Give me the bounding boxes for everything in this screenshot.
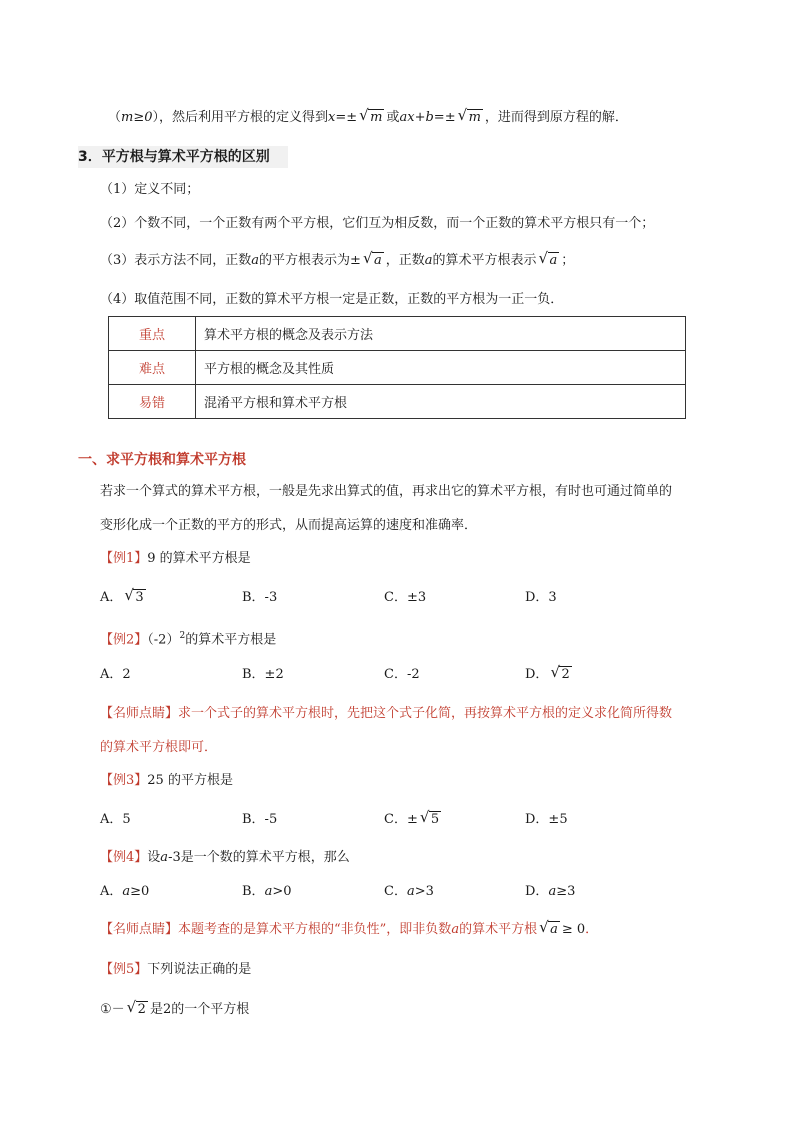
paragraph-line: 变形化成一个正数的平方的形式，从而提高运算的速度和准确率．: [100, 518, 478, 533]
option-label: D．: [525, 884, 549, 899]
part-heading: 一、求平方根和算术平方根: [78, 452, 246, 468]
radicand: m: [468, 110, 481, 125]
option-d: [525, 882, 575, 902]
sqrt-symbol: [359, 108, 384, 128]
sqrt-symbol: [420, 810, 441, 830]
text: 或: [386, 110, 400, 125]
question-text: 下列说法正确的是: [147, 962, 252, 977]
table-cell-label: 重点: [109, 317, 196, 351]
example-label: 【例3】: [100, 773, 148, 788]
sqrt-symbol: [458, 108, 483, 128]
option-c: C．±3: [384, 590, 427, 605]
math-relation: ≥ 0: [561, 922, 586, 937]
option-a: [100, 882, 149, 902]
example-question: [100, 626, 276, 650]
text: ；: [561, 253, 575, 268]
option-d: D．3: [525, 590, 557, 605]
option-d: [525, 665, 574, 685]
text: 的算术平方根表示: [432, 253, 537, 268]
table-row: [109, 317, 686, 351]
list-item: （1）定义不同；: [100, 182, 200, 197]
option-b: B．±2: [242, 667, 284, 682]
radicand: 2: [561, 667, 570, 682]
question-text: -3是一个数的算术平方根，那么: [168, 850, 350, 865]
option-label: A．: [100, 884, 123, 899]
section-heading: 3．平方根与算术平方根的区别: [78, 149, 270, 165]
sqrt-symbol: [127, 1000, 148, 1020]
math-relation: >3: [414, 884, 434, 899]
intro-line: [108, 108, 628, 128]
text: ），然后利用平方根的定义得到: [152, 110, 329, 125]
math-relation: ≥3: [556, 884, 576, 899]
table-cell-text: 混淆平方根和算术平方根: [196, 385, 686, 419]
option-c: [384, 810, 443, 830]
math-variable: a: [424, 253, 433, 268]
radicand: a: [549, 253, 558, 268]
math-condition: m≥0: [121, 110, 153, 125]
math-relation: ≥0: [130, 884, 150, 899]
table-cell-text: 算术平方根的概念及表示方法: [196, 317, 686, 351]
sqrt-symbol: [363, 251, 384, 271]
table-cell-label: 易错: [109, 385, 196, 419]
example-question: [100, 771, 233, 791]
option-label: B．: [242, 884, 265, 899]
tip-label: 【名师点睛】: [100, 706, 179, 721]
example-label: 【例5】: [100, 962, 148, 977]
teacher-tip: [100, 704, 672, 724]
math-relation: >0: [272, 884, 292, 899]
question-text: 9 的算术平方根是: [147, 551, 251, 566]
option-label: A．: [100, 590, 123, 605]
math-variable: a: [122, 884, 131, 899]
tip-text: 的算术平方根: [459, 922, 538, 937]
option-b: B．-3: [242, 590, 278, 605]
question-text: 25 的平方根是: [147, 773, 233, 788]
math-expression: ax+b=±: [399, 110, 456, 125]
paragraph-line: 若求一个算式的算术平方根，一般是先求出算式的值，再求出它的算术平方根，有时也可通过简单的: [100, 484, 673, 499]
math-variable: a: [548, 884, 557, 899]
question-text: 的算术平方根是: [185, 632, 277, 648]
list-item: （2）个数不同，一个正数有两个平方根，它们互为相反数，而一个正数的算术平方根只有一个；: [100, 216, 655, 231]
question-text: （-2）: [147, 632, 180, 648]
example-label: 【例1】: [100, 551, 148, 566]
table-cell-text: 平方根的概念及其性质: [196, 351, 686, 385]
option-label: C．: [384, 884, 407, 899]
option-label: C．±: [384, 812, 418, 827]
text: ，正数: [385, 253, 425, 268]
list-item: （4）取值范围不同，正数的算术平方根一定是正数，正数的平方根为一正一负．: [100, 292, 564, 307]
tip-text: ．: [585, 922, 599, 937]
example-question: [100, 848, 350, 868]
option-a: A．2: [100, 667, 131, 682]
list-item: [100, 251, 574, 271]
text: （: [108, 110, 122, 125]
option-d: D．±5: [525, 812, 568, 827]
example-label: 【例2】: [100, 632, 148, 648]
option-a: A．5: [100, 812, 131, 827]
math-expression: x=±: [328, 110, 358, 125]
math-variable: a: [451, 922, 460, 937]
option-a: [100, 588, 148, 608]
example-question: [100, 549, 251, 569]
table-row: [109, 351, 686, 385]
option-c: [384, 882, 434, 902]
sqrt-symbol: [124, 588, 145, 608]
math-variable: a: [160, 850, 169, 865]
radicand: a: [550, 922, 558, 937]
teacher-tip: [100, 920, 598, 940]
tip-text: 本题考查的是算术平方根的“非负性”，即非负数: [178, 922, 452, 937]
option-b: B．-5: [242, 812, 278, 827]
math-variable: a: [406, 884, 415, 899]
key-points-table: [108, 316, 686, 419]
radicand: 2: [137, 1002, 146, 1017]
sqrt-symbol: [539, 920, 560, 940]
text: （3）表示方法不同，正数: [100, 253, 252, 268]
statement-item: [100, 1000, 249, 1020]
example-label: 【例4】: [100, 850, 148, 865]
radicand: a: [373, 253, 382, 268]
tip-label: 【名师点睛】: [100, 922, 179, 937]
math-variable: a: [251, 253, 260, 268]
math-variable: a: [264, 884, 273, 899]
example-question: [100, 960, 251, 980]
tip-text: 求一个式子的算术平方根时，先把这个式子化简，再按算术平方根的定义求化简所得数: [178, 706, 673, 721]
statement-number: 2: [162, 1002, 172, 1017]
table-row: [109, 385, 686, 419]
radicand: m: [370, 110, 383, 125]
tip-text: 的算术平方根即可．: [100, 740, 218, 755]
sqrt-symbol: [550, 665, 571, 685]
question-text: 设: [147, 850, 161, 865]
radicand: 5: [430, 812, 440, 827]
statement-prefix: ①－: [100, 1002, 125, 1017]
option-b: [242, 882, 292, 902]
option-c: C．-2: [384, 667, 420, 682]
sqrt-symbol: [539, 251, 560, 271]
statement-text: 是: [149, 1002, 163, 1017]
text: ，进而得到原方程的解．: [484, 110, 628, 125]
statement-text: 的一个平方根: [171, 1002, 250, 1017]
exponent: 2: [179, 631, 186, 641]
radicand: 3: [135, 590, 144, 605]
table-cell-label: 难点: [109, 351, 196, 385]
text: 的平方根表示为±: [259, 253, 361, 268]
option-label: D．: [525, 667, 549, 682]
